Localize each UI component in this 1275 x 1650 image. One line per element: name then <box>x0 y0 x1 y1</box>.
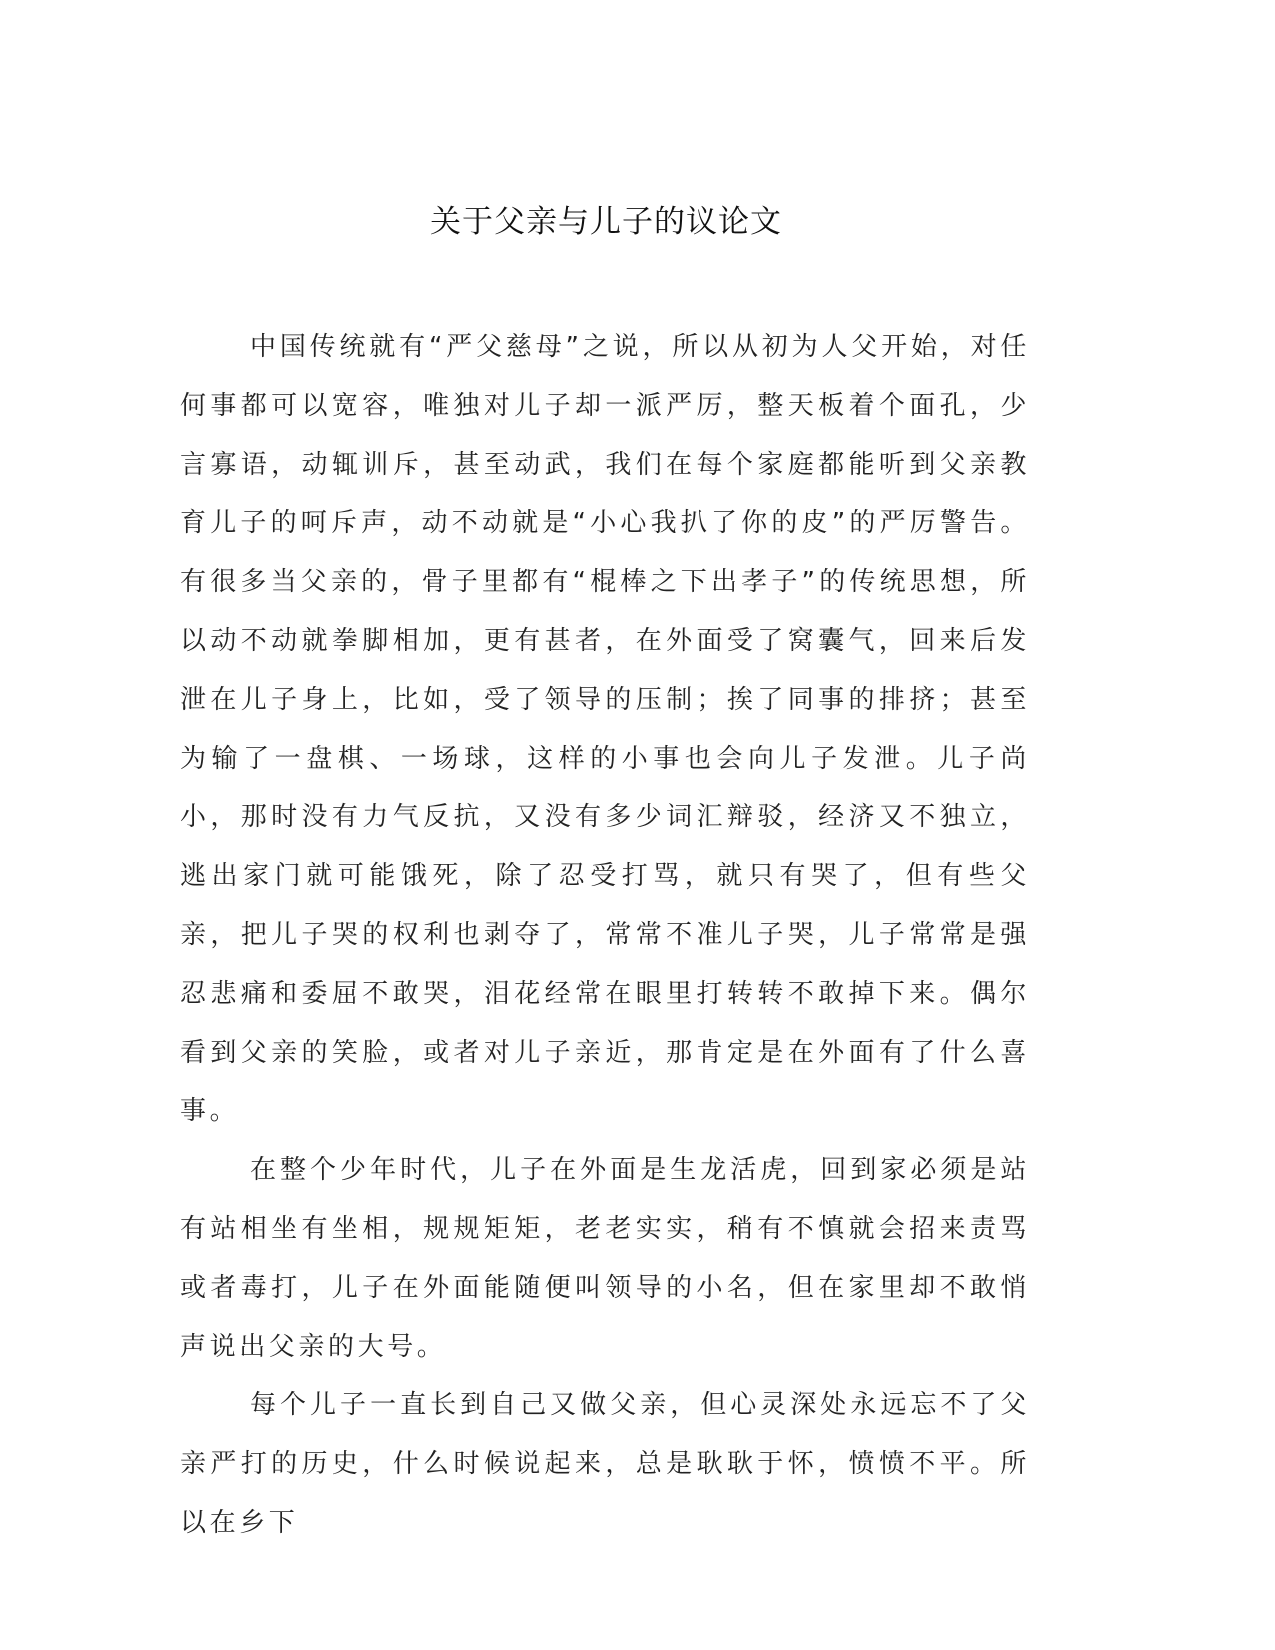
paragraph: 每个儿子一直长到自己又做父亲，但心灵深处永远忘不了父亲严打的历史，什么时候说起来，总是耿耿于怀，愤愤不平。所以在乡下 <box>180 1390 1030 1538</box>
document-title: 关于父亲与儿子的议论文 <box>430 204 782 240</box>
document-body <box>180 318 1030 1553</box>
paragraph: 中国传统就有“严父慈母”之说，所以从初为人父开始，对任何事都可以宽容，唯独对儿子却一派严厉，整天板着个面孔，少言寡语，动辄训斥，甚至动武，我们在每个家庭都能听到父亲教育儿子的呵斥声，动不动就是“小心我扒了你的皮”的严厉警告。有很多当父亲的，骨子里都有“棍棒之下出孝子”的传统思想，所以动不动就拳脚相加，更有甚者，在外面受了窝囊气，回来后发泄在儿子身上，比如，受了领导的压制；挨了同事的排挤；甚至为输了一盘棋、一场球，这样的小事也会向儿子发泄。儿子尚小，那时没有力气反抗，又没有多少词汇辩驳，经济又不独立，逃出家门就可能饿死，除了忍受打骂，就只有哭了，但有些父亲，把儿子哭的权利也剥夺了，常常不准儿子哭，儿子常常是强忍悲痛和委屈不敢哭，泪花经常在眼里打转转不敢掉下来。偶尔看到父亲的笑脸，或者对儿子亲近，那肯定是在外面有了什么喜事。 <box>180 332 1030 1127</box>
paragraph: 在整个少年时代，儿子在外面是生龙活虎，回到家必须是站有站相坐有坐相，规规矩矩，老老实实，稍有不慎就会招来责骂或者毒打，儿子在外面能随便叫领导的小名，但在家里却不敢悄声说出父亲的大号。 <box>180 1155 1030 1362</box>
